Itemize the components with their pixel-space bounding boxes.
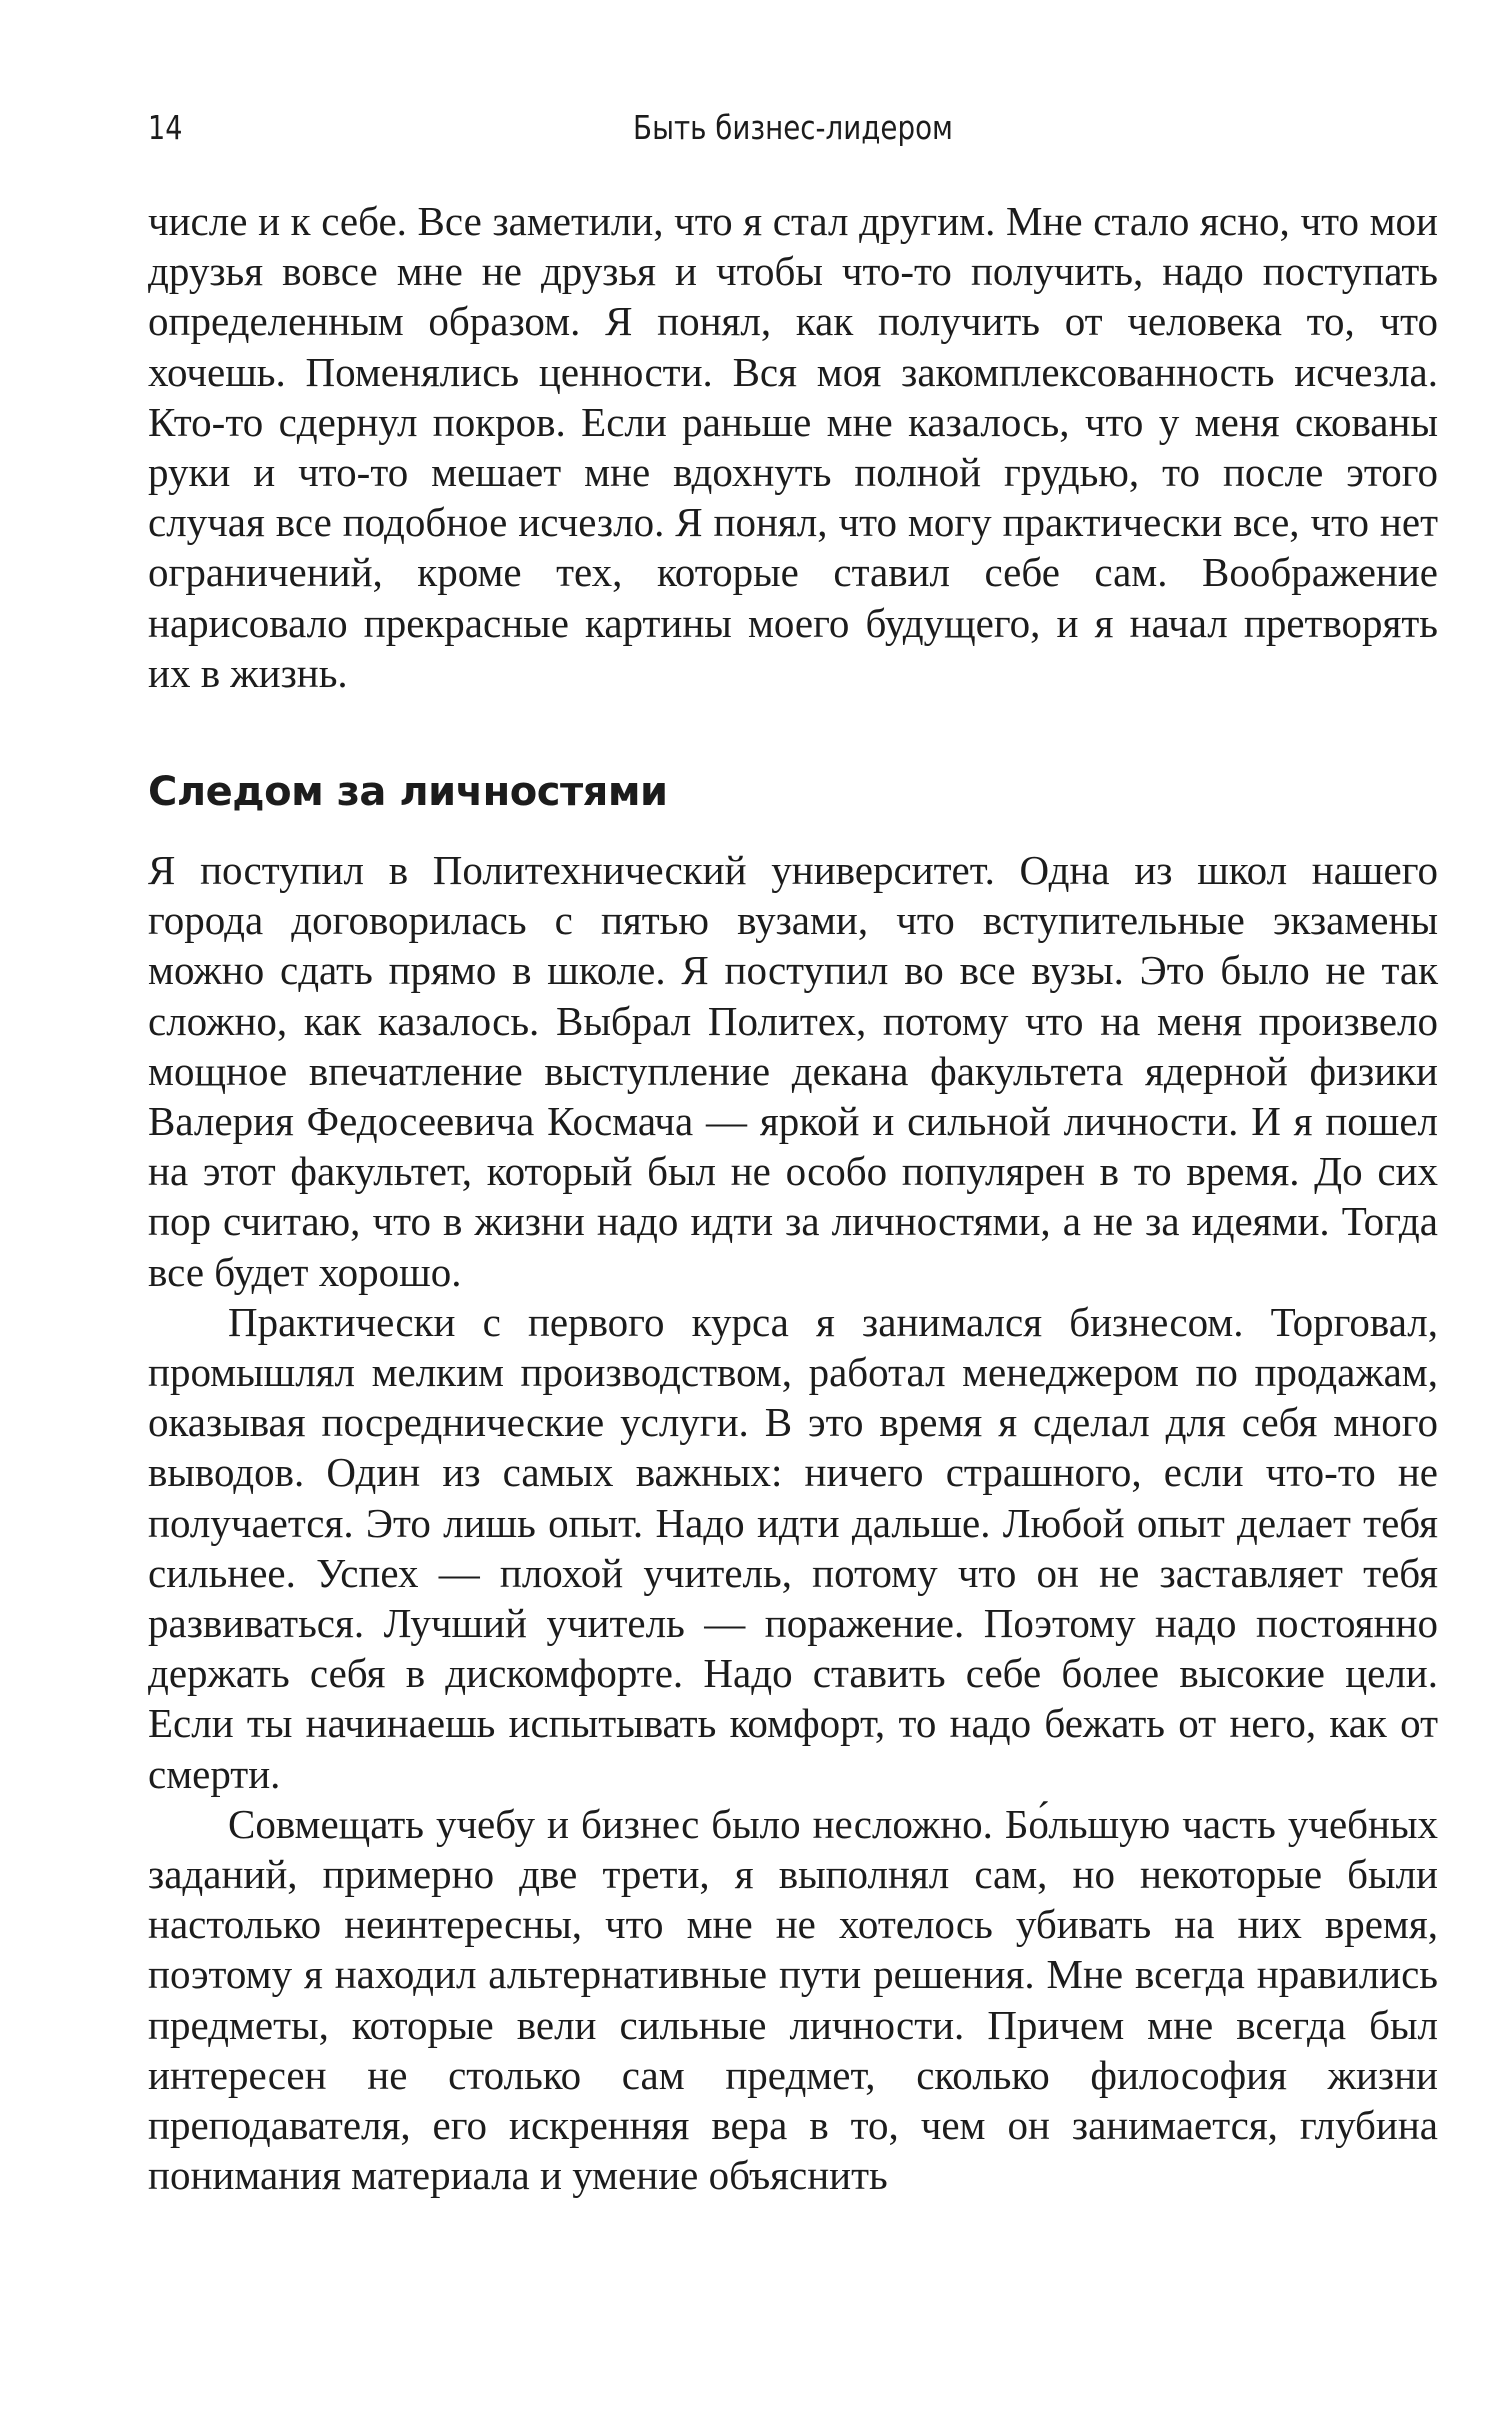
paragraph: Я поступил в Политехнический университет. Одна из школ нашего города договорилась с пятью вузами, что вступительные экзамены можно сдать прямо в школе. Я поступил во все вузы. Это было не так сложно, как казалось. Выбрал Политех, потому что на меня произвело мощное впечатление выступление декана факультета ядерной физики Валерия Федосеевича Космача — яркой и сильной личности. И я пошел на этот факультет, который был не особо популярен в то время. До сих пор считаю, что в жизни надо идти за личностями, а не за идеями. Тогда все будет хорошо. — [148, 847, 1438, 1295]
section-heading: Следом за личностями — [148, 769, 668, 815]
section-body — [148, 845, 1438, 2200]
paragraph: числе и к себе. Все заметили, что я стал другим. Мне стало ясно, что мои друзья вовсе мне не друзья и чтобы что-то получить, надо поступать определенным образом. Я понял, как получить от человека то, что хочешь. Поменялись ценности. Вся моя закомплексованность исчезла. Кто-то сдернул покров. Если раньше мне казалось, что у меня скованы руки и что-то мешает мне вдохнуть полной грудью, то после этого случая все подобное исчезло. Я понял, что могу практически все, что нет ограничений, кроме тех, которые ставил себе сам. Воображение нарисовало прекрасные картины моего будущего, и я начал претворять их в жизнь. — [148, 198, 1438, 696]
page-header — [148, 98, 1438, 158]
paragraph: Практически с первого курса я занимался бизнесом. Торговал, промышлял мелким производством, работал менеджером по продажам, оказывая посреднические услуги. В это время я сделал для себя много выводов. Один из самых важных: ничего страшного, если что-то не получается. Это лишь опыт. Надо идти дальше. Любой опыт делает тебя сильнее. Успех — плохой учитель, потому что он не заставляет тебя развиваться. Лучший учитель — поражение. Поэтому надо постоянно держать себя в дискомфорте. Надо ставить себе более высокие цели. Если ты начинаешь испытывать комфорт, то надо бежать от него, как от смерти. — [148, 1298, 1438, 1797]
paragraph: Совмещать учебу и бизнес было несложно. Бо́льшую часть учебных заданий, примерно две трети, я выполнял сам, но некоторые были настолько неинтересны, что мне не хотелось убивать на них время, поэтому я находил альтернативные пути решения. Мне всегда нравились предметы, которые вели сильные личности. Причем мне всегда был интересен не столько сам предмет, сколько философия жизни преподавателя, его искренняя вера в то, чем он занимается, глубина понимания материала и умение объяснить — [148, 1800, 1438, 2199]
page-number: 14 — [148, 108, 183, 147]
opening-text — [148, 196, 1438, 698]
running-title: Быть бизнес-лидером — [633, 108, 953, 147]
